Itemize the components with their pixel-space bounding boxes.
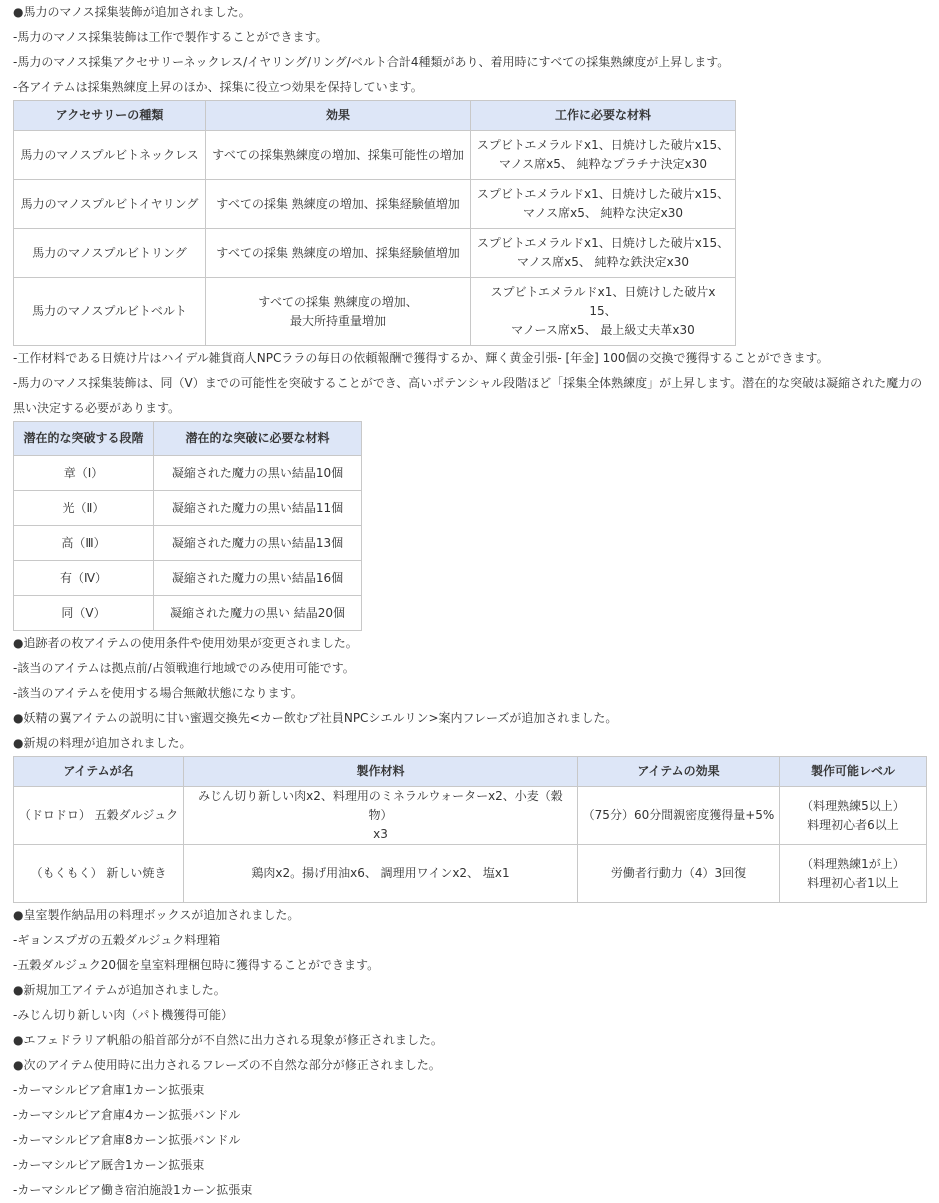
- cooking-table: [13, 756, 927, 903]
- text-line: ●次のアイテム使用時に出力されるフレーズの不自然な部分が修正されました。: [13, 1058, 441, 1072]
- text-line: ●妖精の翼アイテムの説明に甘い蜜週交換先<カー飲むプ社員NPCシエルリン>案内フレーズが追加されました。: [13, 711, 618, 725]
- table-row: [14, 229, 736, 278]
- table-cell: すべての採集熟練度の増加、採集可能性の増加: [206, 131, 471, 180]
- table-cell: 凝縮された魔力の黒い 結晶20個: [154, 596, 362, 631]
- table-cell: 馬力のマノスプルビトイヤリング: [14, 180, 206, 229]
- potential-breakthrough-table: [13, 421, 362, 631]
- table-cell: すべての採集 熟練度の増加、採集経験値増加: [206, 229, 471, 278]
- table-cell: （料理熟練1が上） 料理初心者1以上: [780, 845, 927, 903]
- table-row: [14, 278, 736, 346]
- table-header-row: [14, 422, 362, 456]
- table-cell: すべての採集 熟練度の増加、採集経験値増加: [206, 180, 471, 229]
- table-row: [14, 131, 736, 180]
- text-line: -該当のアイテムは拠点前/占領戦進行地域でのみ使用可能です。: [13, 661, 355, 675]
- text-line: ●馬力のマノス採集装飾が追加されました。: [13, 5, 251, 19]
- table-header-row: [14, 757, 927, 787]
- table-cell: 馬力のマノスプルビトベルト: [14, 278, 206, 346]
- table-cell: 凝縮された魔力の黒い結晶16個: [154, 561, 362, 596]
- text-line: -馬力のマノス採集装飾は工作で製作することができます。: [13, 30, 328, 44]
- text-line: ●新規加工アイテムが追加されました。: [13, 983, 226, 997]
- table-header-cell: 工作に必要な材料: [471, 101, 736, 131]
- text-line: -五穀ダルジュク20個を皇室料理梱包時に獲得することができます。: [13, 958, 380, 972]
- table-header-cell: アイテムの効果: [578, 757, 780, 787]
- text-line: -ギョンスプガの五穀ダルジュク料理箱: [13, 933, 221, 947]
- table-cell: （75分）60分間親密度獲得量+5%: [578, 787, 780, 845]
- table-header-cell: 製作可能レベル: [780, 757, 927, 787]
- text-line: ●新規の料理が追加されました。: [13, 736, 192, 750]
- table-cell: （料理熟練5以上） 料理初心者6以上: [780, 787, 927, 845]
- table-cell: 労働者行動力（4）3回復: [578, 845, 780, 903]
- table-cell: 凝縮された魔力の黒い結晶13個: [154, 526, 362, 561]
- table-cell: 有（Ⅳ）: [14, 561, 154, 596]
- table-cell: スプビトエメラルドx1、日焼けした破片x15、 マノス席x5、 純粋なプラチナ決定x30: [471, 131, 736, 180]
- table-row: [14, 845, 927, 903]
- table-row: [14, 526, 362, 561]
- table-cell: 馬力のマノスプルビトネックレス: [14, 131, 206, 180]
- table-cell: 同（Ⅴ）: [14, 596, 154, 631]
- table-cell: スプビトエメラルドx1、日焼けした破片x15、 マノス席x5、 純粋な決定x30: [471, 180, 736, 229]
- table-cell: みじん切り新しい肉x2、料理用のミネラルウォーターx2、小麦（穀物） x3: [184, 787, 578, 845]
- table-header-cell: アイテムが名: [14, 757, 184, 787]
- table-cell: 凝縮された魔力の黒い結晶10個: [154, 456, 362, 491]
- text-line: ●エフェドラリア帆船の船首部分が不自然に出力される現象が修正されました。: [13, 1033, 443, 1047]
- text-line: ●追跡者の枚アイテムの使用条件や使用効果が変更されました。: [13, 636, 358, 650]
- table-header-cell: 潜在的な突破に必要な材料: [154, 422, 362, 456]
- text-line: -カーマシルビア倉庫8カーン拡張バンドル: [13, 1133, 241, 1147]
- table-cell: スプビトエメラルドx1、日焼けした破片x 15、 マノース席x5、 最上級丈夫革x30: [471, 278, 736, 346]
- text-line: -工作材料である日焼け片はハイデル雑貨商人NPCララの毎日の依頼報酬で獲得するか、輝く黄金引張- [年金] 100個の交換で獲得することができます。: [13, 351, 829, 365]
- text-line: -みじん切り新しい肉（パト機獲得可能）: [13, 1008, 234, 1022]
- text-line: -馬力のマノス採集アクセサリーネックレス/イヤリング/リング/ベルト合計4種類があり、着用時にすべての採集熟練度が上昇します。: [13, 55, 730, 69]
- table-header-cell: アクセサリーの種類: [14, 101, 206, 131]
- text-line: -カーマシルビア厩舎1カーン拡張束: [13, 1158, 205, 1172]
- table-row: [14, 180, 736, 229]
- text-line: -該当のアイテムを使用する場合無敵状態になります。: [13, 686, 303, 700]
- table-cell: （もくもく） 新しい焼き: [14, 845, 184, 903]
- table-header-cell: 製作材料: [184, 757, 578, 787]
- text-line: -各アイテムは採集熟練度上昇のほか、採集に役立つ効果を保持しています。: [13, 80, 423, 94]
- table-cell: 鶏肉x2。揚げ用油x6、 調理用ワインx2、 塩x1: [184, 845, 578, 903]
- accessory-table: [13, 100, 736, 346]
- text-line: ●皇室製作納品用の料理ボックスが追加されました。: [13, 908, 300, 922]
- text-line: -カーマシルビア倉庫4カーン拡張バンドル: [13, 1108, 241, 1122]
- table-cell: すべての採集 熟練度の増加、 最大所持重量増加: [206, 278, 471, 346]
- table-cell: （ドロドロ） 五穀ダルジュク: [14, 787, 184, 845]
- text-paragraph: -馬力のマノス採集装飾は、同（Ⅴ）までの可能性を突破することができ、高いポテンシャル段階ほど「採集全体熟練度」が上昇します。潜在的な突破は凝縮された魔力の黒い決定する必要があります。: [13, 376, 923, 415]
- table-cell: スプビトエメラルドx1、日焼けした破片x15、 マノス席x5、 純粋な鉄決定x30: [471, 229, 736, 278]
- table-header-cell: 効果: [206, 101, 471, 131]
- table-header-row: [14, 101, 736, 131]
- table-row: [14, 787, 927, 845]
- table-cell: 馬力のマノスプルビトリング: [14, 229, 206, 278]
- table-cell: 章（Ⅰ）: [14, 456, 154, 491]
- table-row: [14, 491, 362, 526]
- table-row: [14, 596, 362, 631]
- table-cell: 光（Ⅱ）: [14, 491, 154, 526]
- table-row: [14, 561, 362, 596]
- table-cell: 凝縮された魔力の黒い結晶11個: [154, 491, 362, 526]
- table-cell: 高（Ⅲ）: [14, 526, 154, 561]
- text-line: -カーマシルビア倉庫1カーン拡張束: [13, 1083, 205, 1097]
- table-header-cell: 潜在的な突破する段階: [14, 422, 154, 456]
- table-row: [14, 456, 362, 491]
- text-line: -カーマシルビア働き宿泊施設1カーン拡張束: [13, 1183, 253, 1197]
